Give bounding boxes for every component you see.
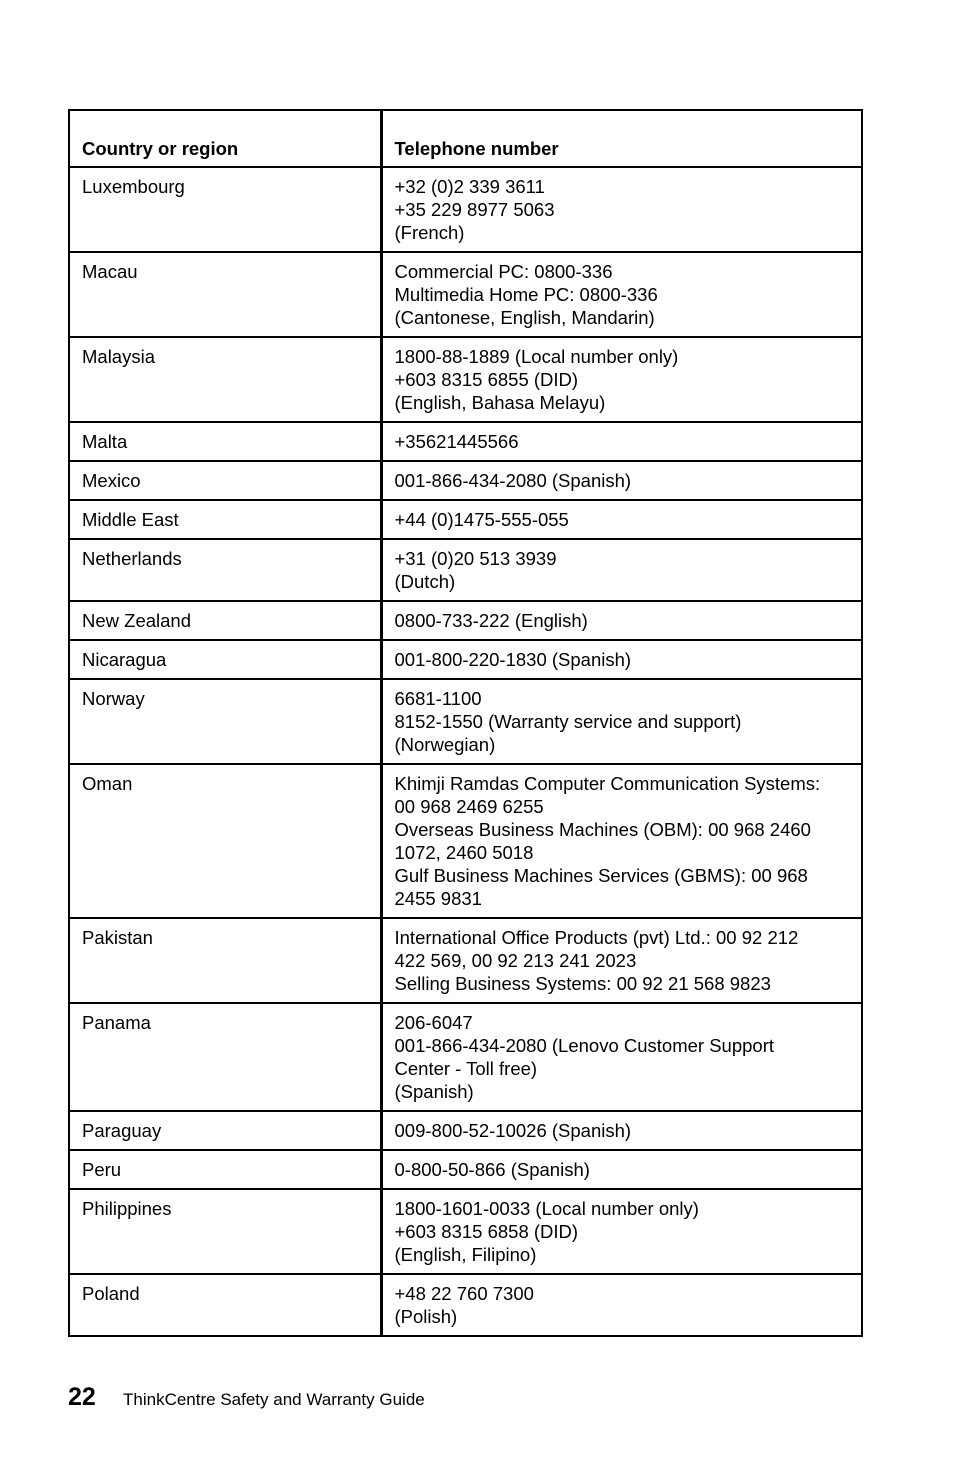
country-cell: Luxembourg (69, 167, 381, 252)
country-cell: New Zealand (69, 601, 381, 640)
phone-line: Selling Business Systems: 00 92 21 568 9823 (394, 973, 771, 994)
table-row (69, 918, 862, 1003)
table-row (69, 679, 862, 764)
phone-line: 8152-1550 (Warranty service and support) (394, 711, 742, 732)
phone-line: 00 968 2469 6255 (394, 796, 544, 817)
country-cell: Malaysia (69, 337, 381, 422)
country-cell: Netherlands (69, 539, 381, 601)
phone-cell (381, 1003, 862, 1111)
column-header-country: Country or region (69, 110, 381, 167)
phone-line: 206-6047 (394, 1012, 473, 1033)
phone-line: +35621445566 (394, 431, 519, 452)
table-row (69, 601, 862, 640)
country-cell: Paraguay (69, 1111, 381, 1150)
phone-line: +35 229 8977 5063 (394, 199, 555, 220)
page-number: 22 (68, 1383, 96, 1411)
phone-cell (381, 1111, 862, 1150)
table-header-row (69, 110, 862, 167)
phone-cell (381, 1274, 862, 1336)
phone-line: +31 (0)20 513 3939 (394, 548, 557, 569)
country-cell: Philippines (69, 1189, 381, 1274)
country-cell: Pakistan (69, 918, 381, 1003)
phone-support-table (68, 109, 863, 1337)
phone-line: 1072, 2460 5018 (394, 842, 534, 863)
phone-cell (381, 764, 862, 918)
phone-line: 6681-1100 (394, 688, 482, 709)
table-row (69, 1003, 862, 1111)
country-cell: Oman (69, 764, 381, 918)
phone-line: 1800-1601-0033 (Local number only) (394, 1198, 699, 1219)
phone-line: 0800-733-222 (English) (394, 610, 588, 631)
phone-cell (381, 918, 862, 1003)
table-row (69, 1111, 862, 1150)
phone-line: Multimedia Home PC: 0800-336 (394, 284, 658, 305)
country-cell: Nicaragua (69, 640, 381, 679)
phone-line: (Polish) (394, 1306, 458, 1327)
document-title: ThinkCentre Safety and Warranty Guide (123, 1390, 425, 1409)
table-row (69, 1189, 862, 1274)
country-cell: Peru (69, 1150, 381, 1189)
table-row (69, 640, 862, 679)
country-cell: Malta (69, 422, 381, 461)
phone-line: 009-800-52-10026 (Spanish) (394, 1120, 632, 1141)
phone-line: 001-800-220-1830 (Spanish) (394, 649, 632, 670)
phone-line: 2455 9831 (394, 888, 482, 909)
column-header-phone: Telephone number (381, 110, 862, 167)
phone-line: 1800-88-1889 (Local number only) (394, 346, 679, 367)
phone-cell (381, 252, 862, 337)
table-row (69, 1150, 862, 1189)
phone-line: (Norwegian) (394, 734, 496, 755)
country-cell: Poland (69, 1274, 381, 1336)
country-cell: Mexico (69, 461, 381, 500)
table-row (69, 167, 862, 252)
phone-line: Khimji Ramdas Computer Communication Systems: (394, 773, 821, 794)
table-row (69, 500, 862, 539)
phone-cell (381, 422, 862, 461)
phone-line: Overseas Business Machines (OBM): 00 968 2460 (394, 819, 811, 840)
phone-line: (Spanish) (394, 1081, 474, 1102)
country-cell: Macau (69, 252, 381, 337)
phone-line: Center - Toll free) (394, 1058, 538, 1079)
phone-line: Gulf Business Machines Services (GBMS): 00 968 (394, 865, 808, 886)
table-row (69, 422, 862, 461)
phone-line: (English, Bahasa Melayu) (394, 392, 606, 413)
phone-cell (381, 500, 862, 539)
page-footer (68, 1383, 425, 1412)
phone-line: +44 (0)1475-555-055 (394, 509, 569, 530)
phone-line: +603 8315 6858 (DID) (394, 1221, 579, 1242)
phone-cell (381, 337, 862, 422)
phone-cell (381, 539, 862, 601)
phone-line: International Office Products (pvt) Ltd.: 00 92 212 (394, 927, 799, 948)
phone-cell (381, 601, 862, 640)
phone-line: +603 8315 6855 (DID) (394, 369, 579, 390)
phone-line: Commercial PC: 0800-336 (394, 261, 613, 282)
phone-line: (Cantonese, English, Mandarin) (394, 307, 655, 328)
phone-line: (Dutch) (394, 571, 456, 592)
table-row (69, 539, 862, 601)
table-row (69, 1274, 862, 1336)
country-cell: Middle East (69, 500, 381, 539)
phone-cell (381, 640, 862, 679)
country-cell: Norway (69, 679, 381, 764)
phone-line: +32 (0)2 339 3611 (394, 176, 545, 197)
phone-cell (381, 461, 862, 500)
phone-line: 422 569, 00 92 213 241 2023 (394, 950, 637, 971)
phone-line: +48 22 760 7300 (394, 1283, 534, 1304)
phone-line: (French) (394, 222, 465, 243)
table-row (69, 252, 862, 337)
phone-cell (381, 1150, 862, 1189)
table-row (69, 337, 862, 422)
table-row (69, 461, 862, 500)
phone-cell (381, 1189, 862, 1274)
phone-cell (381, 679, 862, 764)
phone-line: 001-866-434-2080 (Lenovo Customer Support (394, 1035, 774, 1056)
phone-line: 0-800-50-866 (Spanish) (394, 1159, 590, 1180)
table-body (69, 167, 862, 1336)
phone-line: (English, Filipino) (394, 1244, 537, 1265)
phone-line: 001-866-434-2080 (Spanish) (394, 470, 632, 491)
country-cell: Panama (69, 1003, 381, 1111)
phone-cell (381, 167, 862, 252)
table-row (69, 764, 862, 918)
